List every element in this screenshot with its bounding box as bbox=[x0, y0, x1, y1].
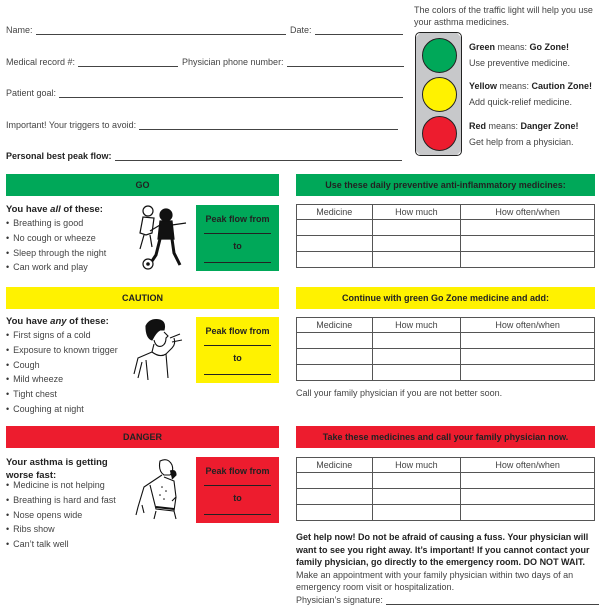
table-cell[interactable] bbox=[461, 236, 595, 252]
soccer-players-icon bbox=[134, 203, 190, 271]
danger-zone-bar bbox=[6, 426, 279, 448]
list-item: • Ribs show bbox=[6, 522, 116, 537]
table-cell[interactable] bbox=[372, 252, 461, 268]
struggling-person-icon bbox=[134, 457, 194, 523]
triggers-input-line[interactable] bbox=[139, 120, 398, 130]
column-header: How often/when bbox=[461, 318, 595, 333]
table-row bbox=[297, 505, 595, 521]
date-field[interactable] bbox=[290, 21, 403, 35]
traffic-light-intro: The colors of the traffic light will help you use your asthma medicines. bbox=[414, 5, 593, 27]
table-cell[interactable] bbox=[461, 365, 595, 381]
peak-flow-to-line[interactable] bbox=[204, 514, 271, 515]
list-item: • Coughing at night bbox=[6, 402, 118, 417]
peak-flow-input-line[interactable] bbox=[115, 151, 402, 161]
physician-signature-field[interactable] bbox=[296, 595, 599, 605]
go-symptom-list bbox=[6, 216, 106, 275]
list-item: • Tight chest bbox=[6, 387, 118, 402]
danger-warning bbox=[296, 531, 596, 594]
yellow-lamp-icon bbox=[422, 77, 457, 112]
column-header: Medicine bbox=[297, 205, 373, 220]
peak-flow-from-line[interactable] bbox=[204, 233, 271, 234]
table-cell[interactable] bbox=[372, 489, 461, 505]
table-cell[interactable] bbox=[372, 505, 461, 521]
caution-zone-bar bbox=[6, 287, 279, 309]
table-row bbox=[297, 236, 595, 252]
table-cell[interactable] bbox=[461, 473, 595, 489]
column-header: How much bbox=[372, 318, 461, 333]
peak-flow-to-line[interactable] bbox=[204, 262, 271, 263]
legend-means: means: bbox=[495, 42, 530, 52]
list-item: • Sleep through the night bbox=[6, 246, 106, 261]
table-row bbox=[297, 349, 595, 365]
legend-zone: Caution Zone! bbox=[531, 81, 593, 91]
caution-peak-flow-box bbox=[196, 317, 279, 383]
caution-medicine-title: Continue with green Go Zone medicine and add: bbox=[341, 293, 549, 303]
go-medicine-title: Use these daily preventive anti-inflammatory medicines: bbox=[325, 180, 566, 190]
danger-medicine-bar bbox=[296, 426, 595, 448]
table-header-row bbox=[297, 318, 595, 333]
table-row bbox=[297, 489, 595, 505]
danger-symptom-list bbox=[6, 478, 116, 552]
heading-text: You have bbox=[6, 204, 51, 215]
peak-flow-to-label: to bbox=[233, 353, 242, 363]
table-row bbox=[297, 333, 595, 349]
legend-color-word: Green bbox=[469, 42, 496, 52]
triggers-label: Important! Your triggers to avoid: bbox=[6, 120, 137, 130]
peak-flow-from-label: Peak flow from bbox=[205, 326, 270, 336]
peak-flow-to-label: to bbox=[233, 493, 242, 503]
go-medicine-table bbox=[296, 204, 595, 268]
table-cell[interactable] bbox=[461, 333, 595, 349]
column-header: How much bbox=[372, 205, 461, 220]
legend-red bbox=[469, 120, 599, 149]
coughing-child-icon bbox=[132, 318, 190, 384]
table-header-row bbox=[297, 205, 595, 220]
legend-means: means: bbox=[486, 121, 521, 131]
heading-text: of these: bbox=[60, 204, 103, 215]
danger-medicine-table bbox=[296, 457, 595, 521]
caution-zone-title: CAUTION bbox=[122, 293, 163, 303]
heading-text: of these: bbox=[66, 316, 109, 327]
table-cell[interactable] bbox=[372, 473, 461, 489]
go-peak-flow-box bbox=[196, 205, 279, 271]
physician-signature-line[interactable] bbox=[386, 595, 599, 605]
caution-medicine-bar bbox=[296, 287, 595, 309]
legend-action: Use preventive medicine. bbox=[469, 58, 571, 68]
table-cell[interactable] bbox=[297, 220, 373, 236]
go-medicine-bar bbox=[296, 174, 595, 196]
table-cell[interactable] bbox=[461, 505, 595, 521]
list-item: • Breathing is hard and fast bbox=[6, 493, 116, 508]
caution-heading bbox=[6, 315, 109, 328]
table-cell[interactable] bbox=[461, 220, 595, 236]
medical-record-label: Medical record #: bbox=[6, 57, 76, 67]
danger-warning-rest: Make an appointment with your family physician within two days of an emergency room visit or hospitalization. bbox=[296, 569, 574, 592]
table-cell[interactable] bbox=[372, 236, 461, 252]
caution-note: Call your family physician if you are not better soon. bbox=[296, 388, 503, 398]
physician-phone-input-line[interactable] bbox=[287, 57, 404, 67]
list-item: • Medicine is not helping bbox=[6, 478, 116, 493]
go-zone-title: GO bbox=[135, 180, 150, 190]
heading-text: You have bbox=[6, 316, 51, 327]
name-input-line[interactable] bbox=[36, 25, 286, 35]
physician-phone-label: Physician phone number: bbox=[182, 57, 284, 67]
table-cell[interactable] bbox=[461, 252, 595, 268]
medical-record-input-line[interactable] bbox=[78, 57, 178, 67]
legend-action: Get help from a physician. bbox=[469, 137, 574, 147]
name-field[interactable] bbox=[6, 21, 286, 35]
go-zone-bar bbox=[6, 174, 279, 196]
legend-means: means: bbox=[497, 81, 532, 91]
list-item: • No cough or wheeze bbox=[6, 231, 106, 246]
table-cell[interactable] bbox=[297, 349, 373, 365]
table-cell[interactable] bbox=[372, 349, 461, 365]
danger-peak-flow-box bbox=[196, 457, 279, 523]
list-item: • Can’t talk well bbox=[6, 537, 116, 552]
column-header: How often/when bbox=[461, 458, 595, 473]
peak-flow-label: Personal best peak flow: bbox=[6, 151, 112, 161]
date-label: Date: bbox=[290, 25, 312, 35]
patient-goal-input-line[interactable] bbox=[59, 88, 403, 98]
table-cell[interactable] bbox=[461, 349, 595, 365]
table-cell[interactable] bbox=[297, 365, 373, 381]
red-lamp-icon bbox=[422, 116, 457, 151]
column-header: How much bbox=[372, 458, 461, 473]
physician-phone-field[interactable] bbox=[182, 53, 404, 67]
table-cell[interactable] bbox=[372, 333, 461, 349]
danger-warning-bold: Get help now! Do not be afraid of causing a fuss. Your physician will want to see you right away. It’s important! If you cannot contact your family physician, go directly to the emergency room. DO NOT WAIT. bbox=[296, 532, 590, 567]
table-cell[interactable] bbox=[297, 333, 373, 349]
go-heading bbox=[6, 203, 103, 216]
list-item: • Cough bbox=[6, 358, 118, 373]
table-cell[interactable] bbox=[297, 505, 373, 521]
list-item: • Nose opens wide bbox=[6, 508, 116, 523]
peak-flow-from-label: Peak flow from bbox=[205, 466, 270, 476]
caution-medicine-table bbox=[296, 317, 595, 381]
date-input-line[interactable] bbox=[315, 25, 403, 35]
traffic-light-outline bbox=[415, 32, 462, 156]
peak-flow-from-label: Peak flow from bbox=[205, 214, 270, 224]
green-lamp-icon bbox=[422, 38, 457, 73]
legend-action: Add quick-relief medicine. bbox=[469, 97, 573, 107]
legend-zone: Danger Zone! bbox=[520, 121, 579, 131]
heading-emphasis: all bbox=[50, 204, 61, 215]
list-item: • Mild wheeze bbox=[6, 372, 118, 387]
legend-green bbox=[469, 41, 599, 70]
table-cell[interactable] bbox=[297, 473, 373, 489]
column-header: How often/when bbox=[461, 205, 595, 220]
legend-yellow bbox=[469, 80, 599, 109]
caution-symptom-list bbox=[6, 328, 118, 417]
table-cell[interactable] bbox=[297, 236, 373, 252]
list-item: • Breathing is good bbox=[6, 216, 106, 231]
table-row bbox=[297, 252, 595, 268]
triggers-field[interactable] bbox=[6, 116, 398, 130]
legend-color-word: Yellow bbox=[469, 81, 498, 91]
peak-flow-field[interactable] bbox=[6, 147, 402, 161]
list-item: • First signs of a cold bbox=[6, 328, 118, 343]
legend-zone: Go Zone! bbox=[529, 42, 570, 52]
column-header: Medicine bbox=[297, 318, 373, 333]
legend-color-word: Red bbox=[469, 121, 487, 131]
table-row bbox=[297, 365, 595, 381]
danger-heading: Your asthma is getting worse fast: bbox=[6, 457, 108, 481]
peak-flow-from-line[interactable] bbox=[204, 345, 271, 346]
patient-goal-label: Patient goal: bbox=[6, 88, 57, 98]
table-header-row bbox=[297, 458, 595, 473]
table-cell[interactable] bbox=[461, 489, 595, 505]
column-header: Medicine bbox=[297, 458, 373, 473]
list-item: • Can work and play bbox=[6, 260, 106, 275]
table-row bbox=[297, 220, 595, 236]
table-cell[interactable] bbox=[297, 489, 373, 505]
name-label: Name: bbox=[6, 25, 33, 35]
patient-goal-field[interactable] bbox=[6, 84, 403, 98]
heading-emphasis: any bbox=[50, 316, 67, 327]
table-row bbox=[297, 473, 595, 489]
peak-flow-to-line[interactable] bbox=[204, 374, 271, 375]
table-cell[interactable] bbox=[297, 252, 373, 268]
list-item: • Exposure to known trigger bbox=[6, 343, 118, 358]
danger-zone-title: DANGER bbox=[122, 432, 162, 442]
danger-medicine-title: Take these medicines and call your family physician now. bbox=[322, 432, 569, 442]
physician-signature-label: Physician’s signature: bbox=[296, 595, 383, 605]
medical-record-field[interactable] bbox=[6, 53, 178, 67]
table-cell[interactable] bbox=[372, 220, 461, 236]
table-cell[interactable] bbox=[372, 365, 461, 381]
peak-flow-to-label: to bbox=[233, 241, 242, 251]
peak-flow-from-line[interactable] bbox=[204, 485, 271, 486]
